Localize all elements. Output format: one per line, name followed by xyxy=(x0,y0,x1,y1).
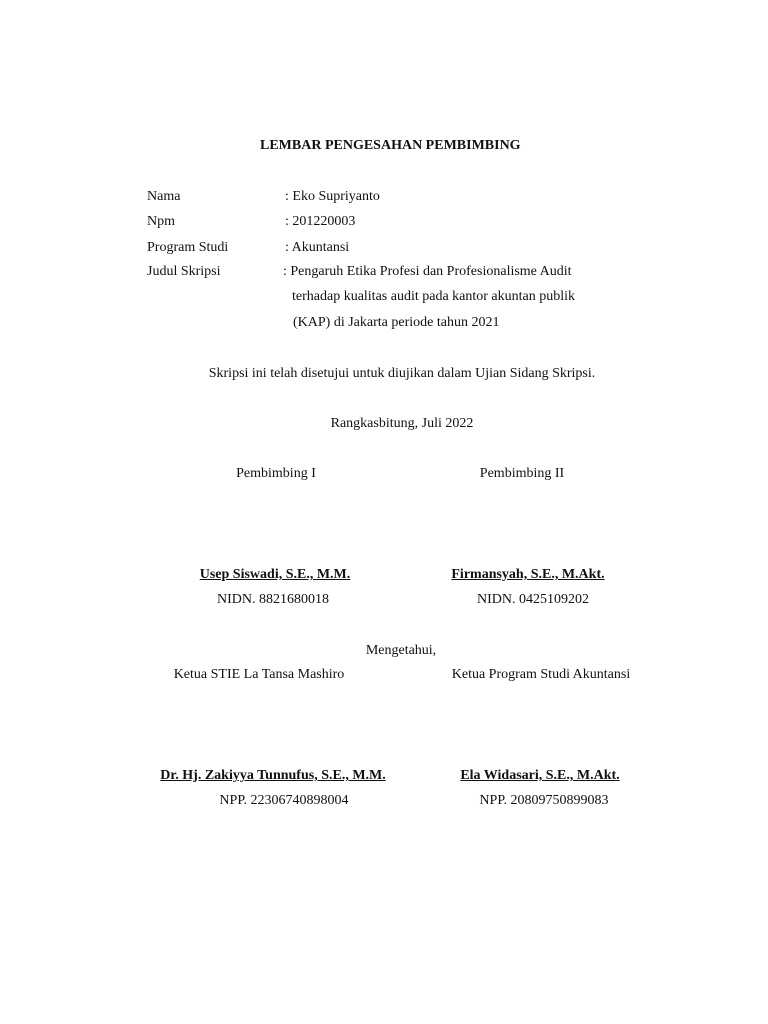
name-label: Nama xyxy=(147,189,181,204)
thesis-title-label: Judul Skripsi xyxy=(147,264,221,279)
program-label: Program Studi xyxy=(147,240,229,255)
head-1-id: NPP. 22306740898004 xyxy=(219,793,349,808)
npm-label: Npm xyxy=(147,214,175,229)
head-1-name: Dr. Hj. Zakiyya Tunnufus, S.E., M.M. xyxy=(160,768,386,783)
page-title: LEMBAR PENGESAHAN PEMBIMBING xyxy=(260,138,521,153)
supervisor-1-name: Usep Siswadi, S.E., M.M. xyxy=(199,567,351,582)
supervisor-1-id: NIDN. 8821680018 xyxy=(217,592,329,607)
head-2-id: NPP. 20809750899083 xyxy=(479,793,609,808)
head-2-name: Ela Widasari, S.E., M.Akt. xyxy=(460,768,620,783)
name-value: : Eko Supriyanto xyxy=(285,189,380,204)
supervisor-2-name: Firmansyah, S.E., M.Akt. xyxy=(451,567,605,582)
supervisor-2-id: NIDN. 0425109202 xyxy=(477,592,589,607)
thesis-title-line-2: terhadap kualitas audit pada kantor akuntan publik xyxy=(292,289,576,304)
head-1-role: Ketua STIE La Tansa Mashiro xyxy=(173,667,345,682)
supervisor-1-role: Pembimbing I xyxy=(236,466,316,481)
thesis-title-line-1: : Pengaruh Etika Profesi dan Profesionalisme Audit xyxy=(283,264,572,279)
npm-value: : 201220003 xyxy=(285,214,356,229)
program-value: : Akuntansi xyxy=(285,240,350,255)
thesis-title-line-3: (KAP) di Jakarta periode tahun 2021 xyxy=(293,315,500,330)
supervisor-2-role: Pembimbing II xyxy=(479,466,565,481)
head-2-role: Ketua Program Studi Akuntansi xyxy=(451,667,631,682)
acknowledged-label: Mengetahui, xyxy=(365,643,437,658)
place-date: Rangkasbitung, Juli 2022 xyxy=(330,416,474,431)
approval-statement: Skripsi ini telah disetujui untuk diujikan dalam Ujian Sidang Skripsi. xyxy=(208,366,596,381)
